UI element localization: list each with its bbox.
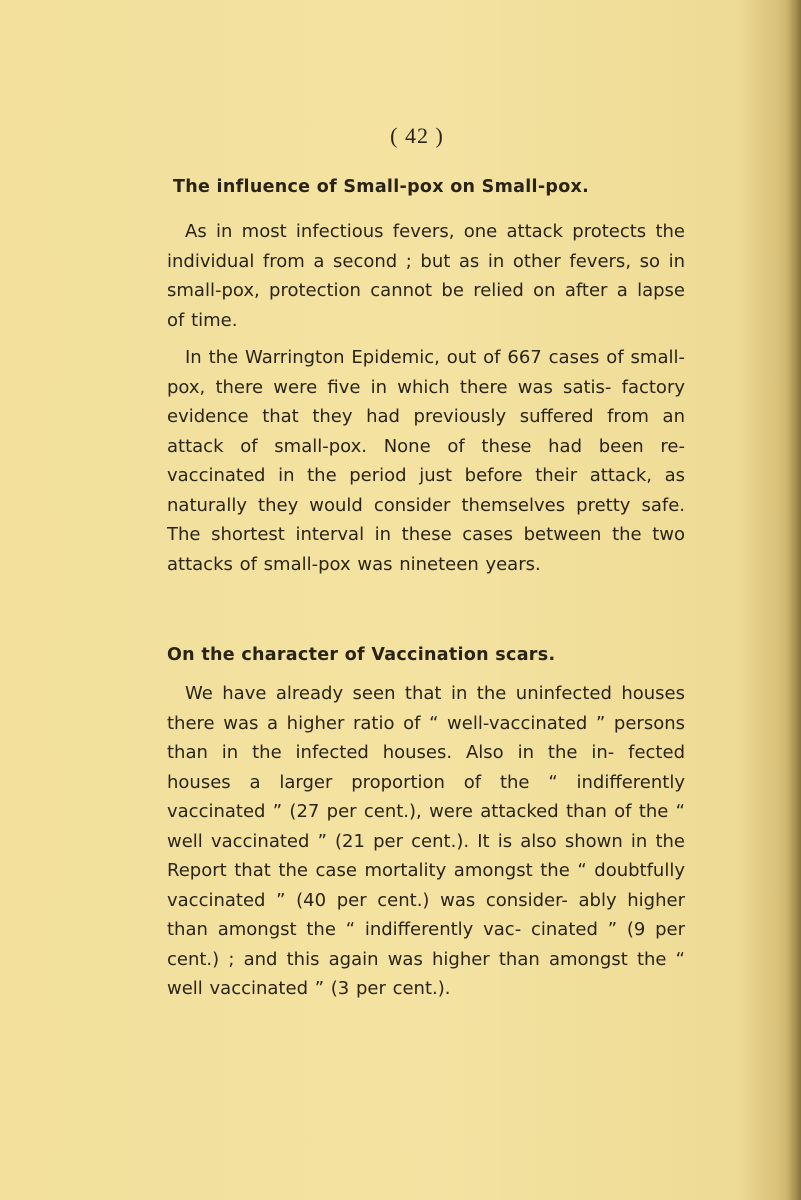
section-heading-vaccination-scars: On the character of Vaccination scars. (167, 645, 556, 665)
section-heading-smallpox: The influence of Small-pox on Small-pox. (173, 177, 590, 197)
paragraph-3: We have already seen that in the uninfected houses there was a higher ratio of “ well-vaccinated ” persons than in the infected houses. Also in the in- fected houses a larger proportion of the “ indifferently vaccinated ” (27 per cent.), were attacked than of the “ well vaccinated ” (21 per cent.). It is also shown in the Report that the case mortality amongst the “ doubtfully vaccinated ” (40 per cent.) was consider- ably higher than amongst the “ indifferently vac- cinated ” (9 per cent.) ; and this again was higher than amongst the “ well vaccinated ” (3 per cent.). (167, 683, 685, 999)
page-content (167, 123, 687, 999)
page-number: ( 42 ) (390, 123, 444, 148)
paragraph-2: In the Warrington Epidemic, out of 667 cases of small-pox, there were five in which there was satis- factory evidence that they had previously suffered from an attack of small-pox. None of these had been re-vaccinated in the period just before their attack, as naturally they would consider themselves pretty safe. The shortest interval in these cases between the two attacks of small-pox was nineteen years. (167, 347, 685, 575)
paragraph-1: As in most infectious fevers, one attack protects the individual from a second ; but as in other fevers, so in small-pox, protection cannot be relied on after a lapse of time. (167, 221, 685, 331)
page-edge-shadow (787, 0, 801, 1200)
